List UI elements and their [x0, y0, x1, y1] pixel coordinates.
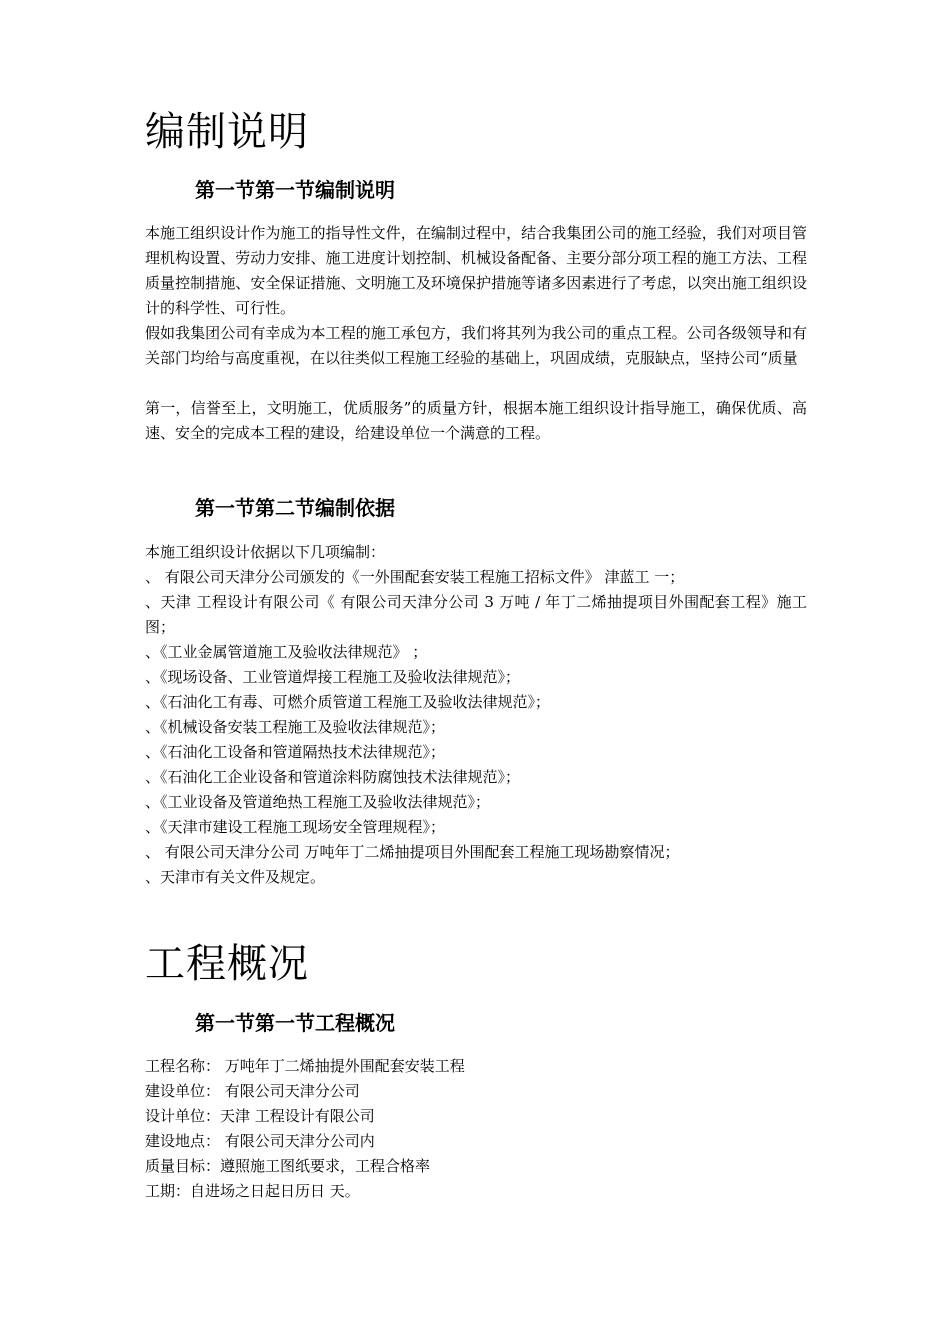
- overview-item-client: 建设单位： 有限公司天津分公司: [145, 1082, 360, 1100]
- paragraph-intro: 本施工组织设计作为施工的指导性文件，在编制过程中，结合我集团公司的施工经验，我们对项目管理机构设置、劳动力安排、施工进度计划控制、机械设备配备、主要分部分项工程的施工方法、工程质量控制措施、安全保证措施、文明施工及环境保护措施等诸多因素进行了考虑，以突出施工组织设计的科学性、可行性。: [145, 224, 807, 317]
- overview-item-designer: 设计单位：天津 工程设计有限公司: [145, 1107, 375, 1125]
- basis-item: 、《天津市建设工程施工现场安全管理规程》；: [145, 818, 446, 836]
- overview-item-schedule: 工期：自进场之日起日历日 天。: [145, 1182, 360, 1200]
- basis-item: 、《石油化工有毒、可燃介质管道工程施工及验收法律规范》；: [145, 693, 551, 711]
- basis-item: 、《石油化工企业设备和管道涂料防腐蚀技术法律规范》；: [145, 768, 521, 786]
- basis-item: 、《工业金属管道施工及验收法律规范》 ；: [145, 643, 428, 661]
- basis-item: 、《机械设备安装工程施工及验收法律规范》；: [145, 718, 446, 736]
- section-heading-compilation-basis: 第一节第二节编制依据: [195, 496, 395, 520]
- basis-item: 、 有限公司天津分公司 万吨年丁二烯抽提项目外围配套工程施工现场勘察情况；: [145, 843, 680, 861]
- basis-item: 、天津 工程设计有限公司《 有限公司天津分公司 3 万吨 / 年丁二烯抽提项目外围配套工程》施工图；: [145, 593, 807, 636]
- section-heading-project-overview: 第一节第一节工程概况: [195, 1011, 395, 1035]
- overview-item-location: 建设地点： 有限公司天津分公司内: [145, 1132, 375, 1150]
- basis-item: 、天津市有关文件及规定。: [145, 868, 326, 886]
- paragraph-commitment: 假如我集团公司有幸成为本工程的施工承包方，我们将其列为我公司的重点工程。公司各级领导和有关部门均给与高度重视，在以往类似工程施工经验的基础上，巩固成绩，克服缺点，坚持公司“质量: [145, 324, 807, 367]
- section-heading-compilation-notes: 第一节第一节编制说明: [195, 178, 395, 202]
- chapter-title-project-overview: 工程概况: [145, 941, 309, 987]
- chapter-title-compilation-notes: 编制说明: [145, 109, 309, 155]
- basis-item: 、《工业设备及管道绝热工程施工及验收法律规范》；: [145, 793, 491, 811]
- basis-intro: 本施工组织设计依据以下几项编制：: [145, 543, 386, 561]
- basis-item: 、 有限公司天津分公司颁发的《一外围配套安装工程施工招标文件》 津蓝工 一；: [145, 568, 685, 586]
- basis-item: 、《现场设备、工业管道焊接工程施工及验收法律规范》；: [145, 668, 521, 686]
- paragraph-quality-policy: 第一，信誉至上，文明施工，优质服务”的质量方针，根据本施工组织设计指导施工，确保优质、高速、安全的完成本工程的建设，给建设单位一个满意的工程。: [145, 399, 807, 442]
- overview-item-project-name: 工程名称： 万吨年丁二烯抽提外围配套安装工程: [145, 1057, 465, 1075]
- basis-item: 、《石油化工设备和管道隔热技术法律规范》；: [145, 743, 446, 761]
- overview-item-quality-target: 质量目标：遵照施工图纸要求，工程合格率: [145, 1157, 431, 1175]
